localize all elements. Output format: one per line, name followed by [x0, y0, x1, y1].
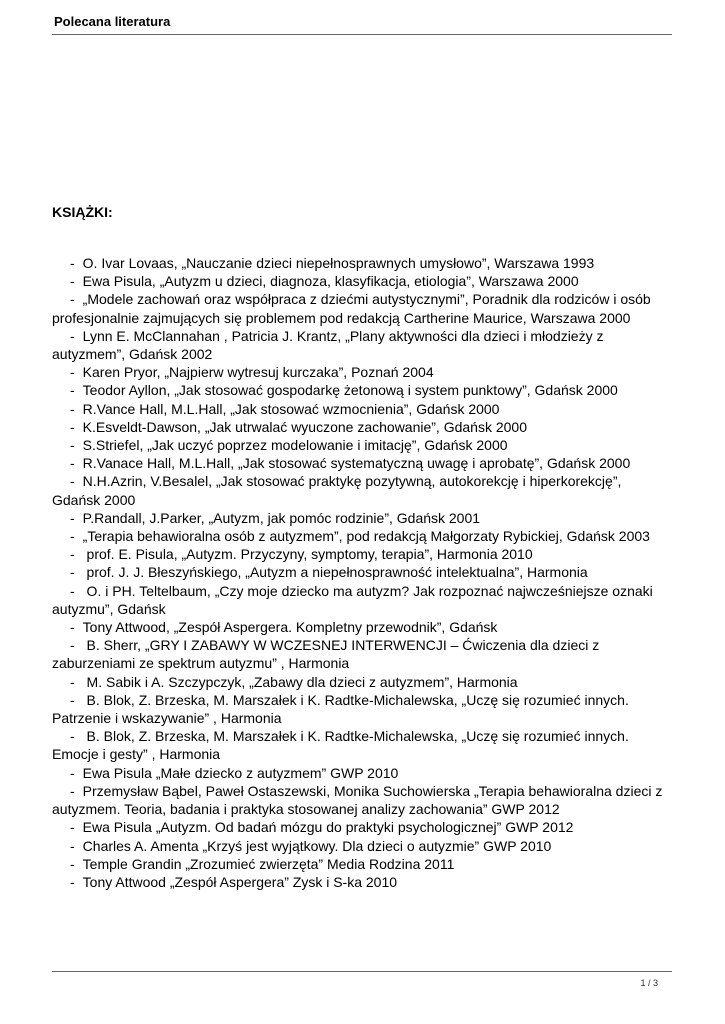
dash-marker: - [70, 728, 75, 745]
dash-marker: - [70, 382, 75, 399]
entry-text: „Terapia behawioralna osób z autyzmem”, pod redakcją Małgorzaty Rybickiej, Gdańsk 2003 [82, 528, 650, 545]
entry-text: prof. J. J. Błeszyńskiego, „Autyzm a niepełnosprawność intelektualna”, Harmonia [82, 564, 588, 581]
bibliography-list [52, 254, 672, 891]
dash-marker: - [70, 764, 75, 781]
bibliography-entry [52, 381, 672, 399]
entry-text: Temple Grandin „Zrozumieć zwierzęta” Media Rodzina 2011 [82, 855, 455, 872]
dash-marker: - [70, 273, 75, 290]
bibliography-entry [52, 764, 672, 782]
bibliography-entry [52, 254, 672, 272]
bibliography-entry [52, 400, 672, 418]
bibliography-entry [52, 527, 672, 545]
bibliography-entry [52, 545, 672, 563]
dash-marker: - [70, 473, 75, 490]
entry-text: Przemysław Bąbel, Paweł Ostaszewski, Monika Suchowierska „Terapia behawioralna dzieci z autyzmem. Teoria, badania i praktyka stosowanej analizy zachowania” GWP 2012 [52, 782, 663, 818]
entry-text: O. Ivar Lovaas, „Nauczanie dzieci niepełnosprawnych umysłowo”, Warszawa 1993 [82, 255, 595, 271]
entry-text: Ewa Pisula „Autyzm. Od badań mózgu do praktyki psychologicznej” GWP 2012 [82, 819, 574, 836]
dash-marker: - [70, 400, 75, 417]
dash-marker: - [70, 528, 75, 545]
bibliography-entry [52, 636, 672, 672]
bibliography-entry [52, 818, 672, 836]
bibliography-entry [52, 272, 672, 290]
bibliography-entry [52, 418, 672, 436]
entry-text: B. Blok, Z. Brzeska, M. Marszałek i K. Radtke-Michalewska, „Uczę się rozumieć innych. Emocje i gesty” , Harmonia [52, 728, 629, 763]
entry-text: Charles A. Amenta „Krzyś jest wyjątkowy. Dla dzieci o autyzmie” GWP 2010 [82, 837, 552, 854]
page-number: 1 / 3 [640, 978, 658, 988]
entry-text: Ewa Pisula „Małe dziecko z autyzmem” GWP 2010 [82, 764, 399, 781]
bibliography-entry [52, 782, 672, 818]
entry-text: prof. E. Pisula, „Autyzm. Przyczyny, symptomy, terapia”, Harmonia 2010 [82, 546, 533, 563]
bibliography-entry [52, 563, 672, 581]
dash-marker: - [70, 437, 75, 454]
entry-text: Lynn E. McClannahan , Patricia J. Krantz, „Plany aktywności dla dzieci i młodzieży z autyzmem”, Gdańsk 2002 [52, 327, 604, 363]
entry-text: Teodor Ayllon, „Jak stosować gospodarkę żetonową i system punktowy”, Gdańsk 2000 [82, 382, 618, 399]
entry-text: R.Vanace Hall, M.L.Hall, „Jak stosować systematyczną uwagę i aprobatę”, Gdańsk 2000 [82, 455, 631, 472]
entry-text: M. Sabik i A. Szczypczyk, „Zabawy dla dzieci z autyzmem”, Harmonia [82, 673, 518, 690]
dash-marker: - [70, 418, 75, 435]
section-title: KSIĄŻKI: [52, 204, 113, 220]
entry-text: B. Blok, Z. Brzeska, M. Marszałek i K. Radtke-Michalewska, „Uczę się rozumieć innych. Patrzenie i wskazywanie” , Harmonia [52, 691, 629, 727]
dash-marker: - [70, 364, 75, 381]
bibliography-entry [52, 673, 672, 691]
dash-marker: - [70, 819, 75, 836]
dash-marker: - [70, 782, 75, 799]
dash-marker: - [70, 619, 75, 636]
dash-marker: - [70, 509, 75, 526]
entry-text: Ewa Pisula, „Autyzm u dzieci, diagnoza, klasyfikacja, etiologia”, Warszawa 2000 [82, 273, 579, 290]
dash-marker: - [70, 837, 75, 854]
bibliography-entry [52, 509, 672, 527]
bibliography-entry [52, 855, 672, 873]
entry-text: N.H.Azrin, V.Besalel, „Jak stosować praktykę pozytywną, autokorekcję i hiperkorekcję”, Gdańsk 2000 [52, 473, 622, 508]
dash-marker: - [70, 327, 75, 344]
bibliography-entry [52, 691, 672, 727]
bibliography-entry [52, 327, 672, 363]
dash-marker: - [70, 582, 75, 599]
entry-text: „Modele zachowań oraz współpraca z dziećmi autystycznymi”, Poradnik dla rodziców i osób profesjonalnie zajmujących się problemem pod redakcją Cartherine Maurice, Warszawa 2000 [52, 291, 651, 326]
header-divider [52, 34, 672, 35]
entry-text: K.Esveldt-Dawson, „Jak utrwalać wyuczone zachowanie”, Gdańsk 2000 [82, 418, 527, 435]
entry-text: Karen Pryor, „Najpierw wytresuj kurczaka”, Poznań 2004 [82, 364, 434, 381]
dash-marker: - [70, 564, 75, 581]
entry-text: R.Vance Hall, M.L.Hall, „Jak stosować wzmocnienia”, Gdańsk 2000 [82, 400, 500, 417]
bibliography-entry [52, 290, 672, 326]
entry-text: B. Sherr, „GRY I ZABAWY W WCZESNEJ INTERWENCJI – Ćwiczenia dla dzieci z zaburzeniami ze spektrum autyzmu” , Harmonia [52, 637, 600, 672]
entry-text: Tony Attwood, „Zespół Aspergera. Kompletny przewodnik”, Gdańsk [82, 619, 498, 636]
dash-marker: - [70, 673, 75, 690]
entry-text: O. i PH. Teltelbaum, „Czy moje dziecko ma autyzm? Jak rozpoznać najwcześniejsze oznaki autyzmu”, Gdańsk [52, 582, 653, 617]
bibliography-entry [52, 618, 672, 636]
entry-text: P.Randall, J.Parker, „Autyzm, jak pomóc rodzinie”, Gdańsk 2001 [82, 509, 481, 526]
dash-marker: - [70, 255, 75, 271]
bibliography-entry [52, 727, 672, 763]
bibliography-entry [52, 454, 672, 472]
bibliography-entry [52, 873, 672, 891]
footer-divider [52, 971, 672, 972]
dash-marker: - [70, 455, 75, 472]
dash-marker: - [70, 691, 75, 708]
dash-marker: - [70, 637, 75, 654]
bibliography-entry [52, 837, 672, 855]
dash-marker: - [70, 873, 75, 890]
entry-text: Tony Attwood „Zespół Aspergera” Zysk i S-ka 2010 [82, 873, 398, 890]
bibliography-entry [52, 363, 672, 381]
dash-marker: - [70, 546, 75, 563]
dash-marker: - [70, 291, 75, 308]
entry-text: S.Striefel, „Jak uczyć poprzez modelowanie i imitację”, Gdańsk 2000 [82, 437, 508, 454]
bibliography-entry [52, 436, 672, 454]
page-header-title: Polecana literatura [54, 14, 171, 29]
bibliography-entry [52, 582, 672, 618]
bibliography-entry [52, 472, 672, 508]
dash-marker: - [70, 855, 75, 872]
